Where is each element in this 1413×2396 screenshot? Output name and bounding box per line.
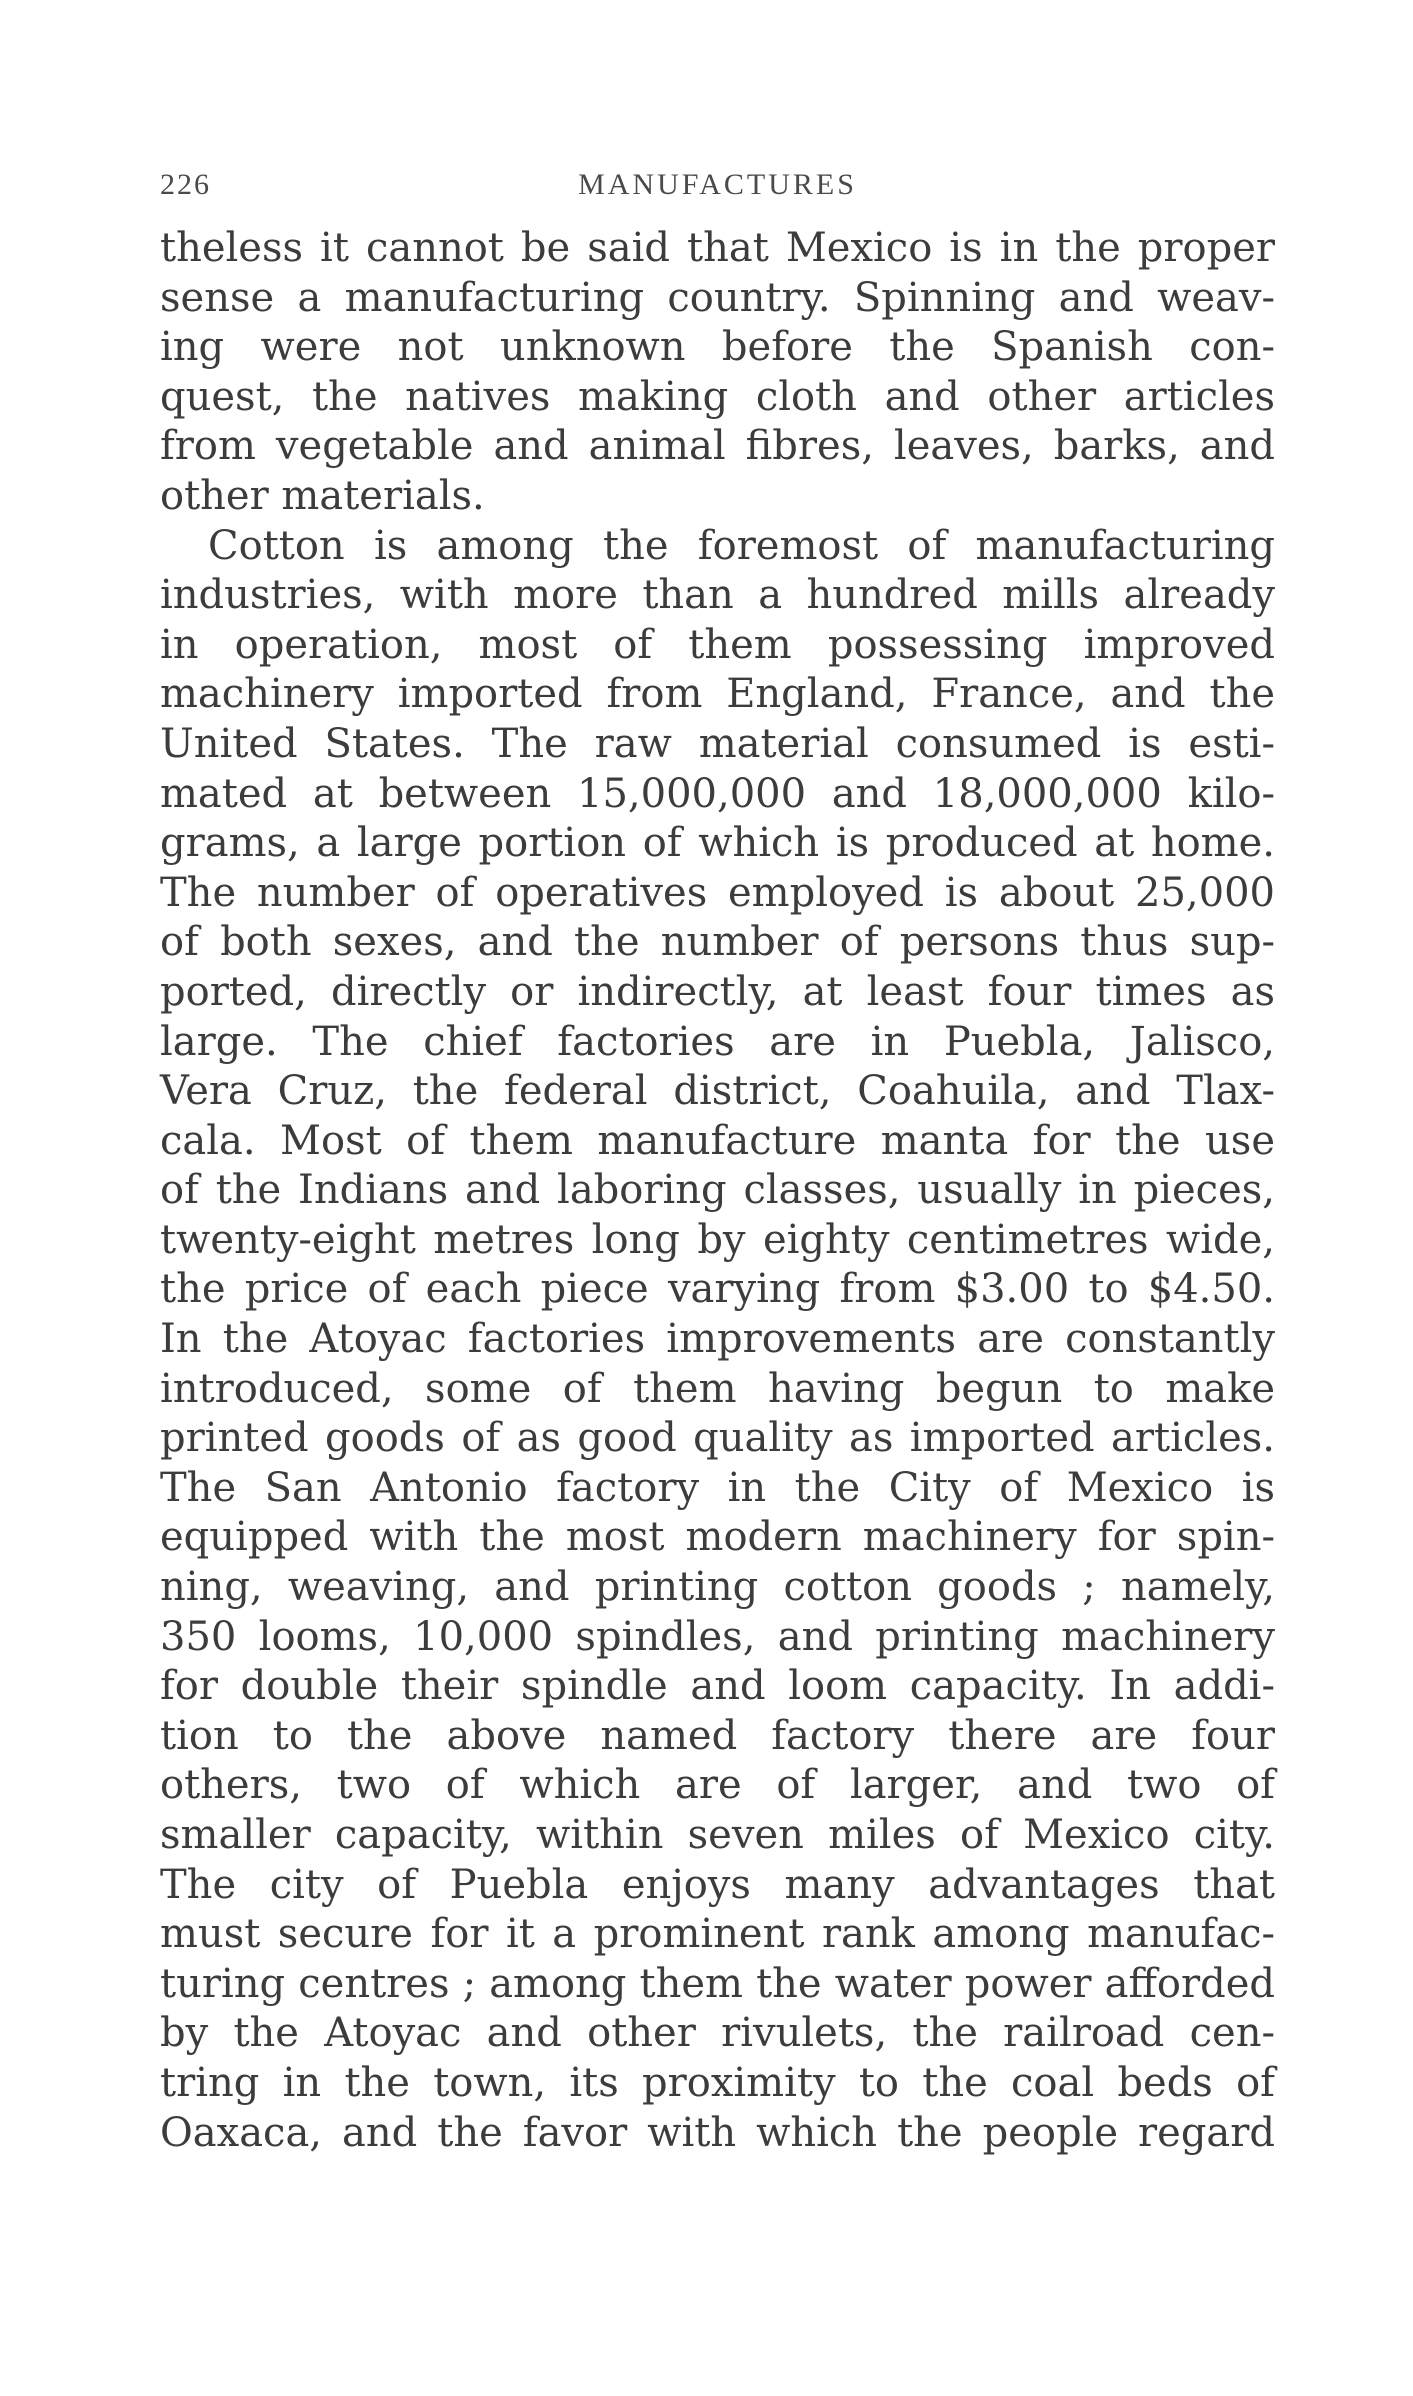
text-line: industries, with more than a hundred mills already <box>160 572 1275 619</box>
text-line: printed goods of as good quality as imported articles. <box>160 1415 1275 1462</box>
text-line: The city of Puebla enjoys many advantages that <box>160 1861 1275 1908</box>
text-line: quest, the natives making cloth and other articles <box>160 373 1275 420</box>
book-page <box>160 168 1275 2288</box>
text-line: in operation, most of them possessing improved <box>160 621 1275 668</box>
text-line: ported, directly or indirectly, at least four times as <box>160 968 1275 1015</box>
text-line: the price of each piece varying from $3.00 to $4.50. <box>160 1266 1275 1313</box>
text-line: others, two of which are of larger, and two of <box>160 1762 1275 1809</box>
text-line: smaller capacity, within seven miles of Mexico city. <box>160 1812 1275 1858</box>
text-line: 350 looms, 10,000 spindles, and printing machinery <box>160 1613 1275 1660</box>
text-line: tion to the above named factory there are four <box>160 1712 1275 1759</box>
text-line: twenty-eight metres long by eighty centimetres wide, <box>160 1216 1275 1263</box>
text-line: tring in the town, its proximity to the coal beds of <box>160 2059 1275 2106</box>
text-line: must secure for it a prominent rank among manufac- <box>160 1911 1275 1958</box>
text-line: of the Indians and laboring classes, usually in pieces, <box>160 1167 1275 1214</box>
text-line: by the Atoyac and other rivulets, the railroad cen- <box>160 2010 1275 2057</box>
text-line: Vera Cruz, the federal district, Coahuila, and Tlax- <box>160 1068 1275 1115</box>
text-line: theless it cannot be said that Mexico is in the proper <box>160 225 1275 271</box>
text-line: introduced, some of them having begun to make <box>160 1365 1275 1412</box>
text-line: cala. Most of them manufacture manta for the use <box>160 1117 1275 1164</box>
text-line: The San Antonio factory in the City of Mexico is <box>160 1464 1275 1511</box>
text-line: for double their spindle and loom capacity. In addi- <box>160 1663 1275 1710</box>
text-line: ing were not unknown before the Spanish con- <box>160 324 1275 371</box>
text-line: ning, weaving, and printing cotton goods ; namely, <box>160 1564 1275 1611</box>
text-line: In the Atoyac factories improvements are constantly <box>160 1316 1275 1363</box>
text-line: other materials. <box>160 472 485 519</box>
text-line: grams, a large portion of which is produced at home. <box>160 820 1275 867</box>
text-line: machinery imported from England, France, and the <box>160 671 1275 718</box>
text-line: equipped with the most modern machinery for spin- <box>160 1514 1275 1561</box>
text-line: United States. The raw material consumed is esti- <box>160 720 1275 767</box>
running-title: MANUFACTURES <box>578 168 857 201</box>
page-number: 226 <box>160 168 211 201</box>
body-text <box>160 224 1275 2158</box>
text-line: large. The chief factories are in Puebla, Jalisco, <box>160 1018 1275 1065</box>
text-line: of both sexes, and the number of persons thus sup- <box>160 919 1275 966</box>
text-line: turing centres ; among them the water power afforded <box>160 1960 1275 2007</box>
text-line: Oaxaca, and the favor with which the people regard <box>160 2109 1275 2156</box>
paragraph-first-line: Cotton is among the foremost of manufacturing <box>208 522 1275 569</box>
text-line: mated at between 15,000,000 and 18,000,000 kilo- <box>160 770 1275 817</box>
text-line: sense a manufacturing country. Spinning and weav- <box>160 274 1275 321</box>
text-line: from vegetable and animal fibres, leaves, barks, and <box>160 423 1275 470</box>
running-head <box>160 168 1275 224</box>
text-line: The number of operatives employed is about 25,000 <box>160 869 1275 916</box>
